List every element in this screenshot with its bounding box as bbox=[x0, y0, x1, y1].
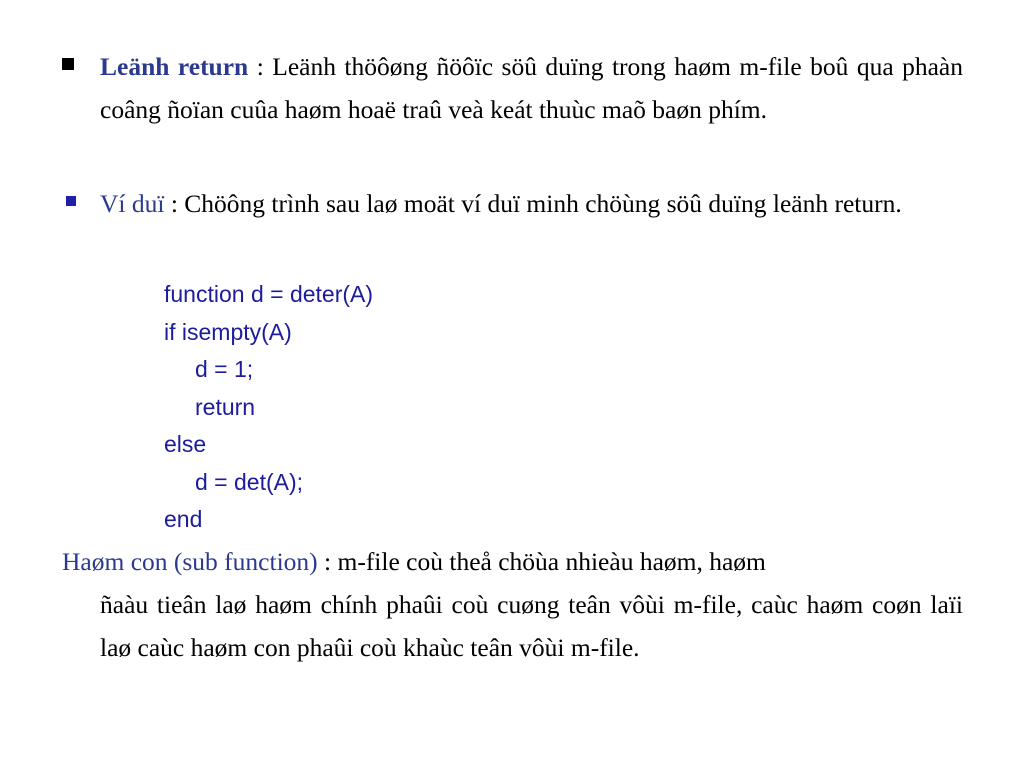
code-line: else bbox=[164, 431, 207, 457]
paragraph-return-command bbox=[100, 45, 963, 131]
code-line: return bbox=[195, 393, 256, 420]
example-description: : Chöông trình sau laø moät ví duï minh chöùng söû duïng leänh return. bbox=[164, 189, 902, 218]
sub-function-description-rest: ñaàu tieân laø haøm chính phaûi coù cuøng teân vôùi m-file, caùc haøm coøn laïi laø caùc haøm con phaûi coù khaùc teân vôùi m-file. bbox=[100, 590, 963, 662]
example-term: Ví duï bbox=[100, 189, 165, 218]
code-line: function d = deter(A) bbox=[164, 281, 374, 307]
code-line: d = det(A); bbox=[195, 468, 304, 495]
code-block bbox=[164, 276, 373, 539]
square-bullet-icon bbox=[66, 196, 76, 206]
paragraph-example bbox=[100, 182, 963, 225]
return-command-description: : Leänh thöôøng ñöôïc söû duïng trong haøm m-file boû qua phaàn coâng ñoïan cuûa haøm hoaë traû veà keát thuùc maõ baøn phím. bbox=[100, 52, 963, 124]
paragraph-sub-function bbox=[62, 540, 963, 669]
code-line: if isempty(A) bbox=[164, 318, 292, 345]
code-line: end bbox=[164, 506, 203, 532]
return-command-term: Leänh return bbox=[100, 52, 249, 81]
code-line: d = 1; bbox=[195, 356, 254, 382]
sub-function-term: Haøm con (sub function) bbox=[62, 547, 318, 576]
square-bullet-icon bbox=[62, 58, 74, 70]
sub-function-description-line1: : m-file coù theå chöùa nhieàu haøm, haøm bbox=[317, 547, 766, 576]
